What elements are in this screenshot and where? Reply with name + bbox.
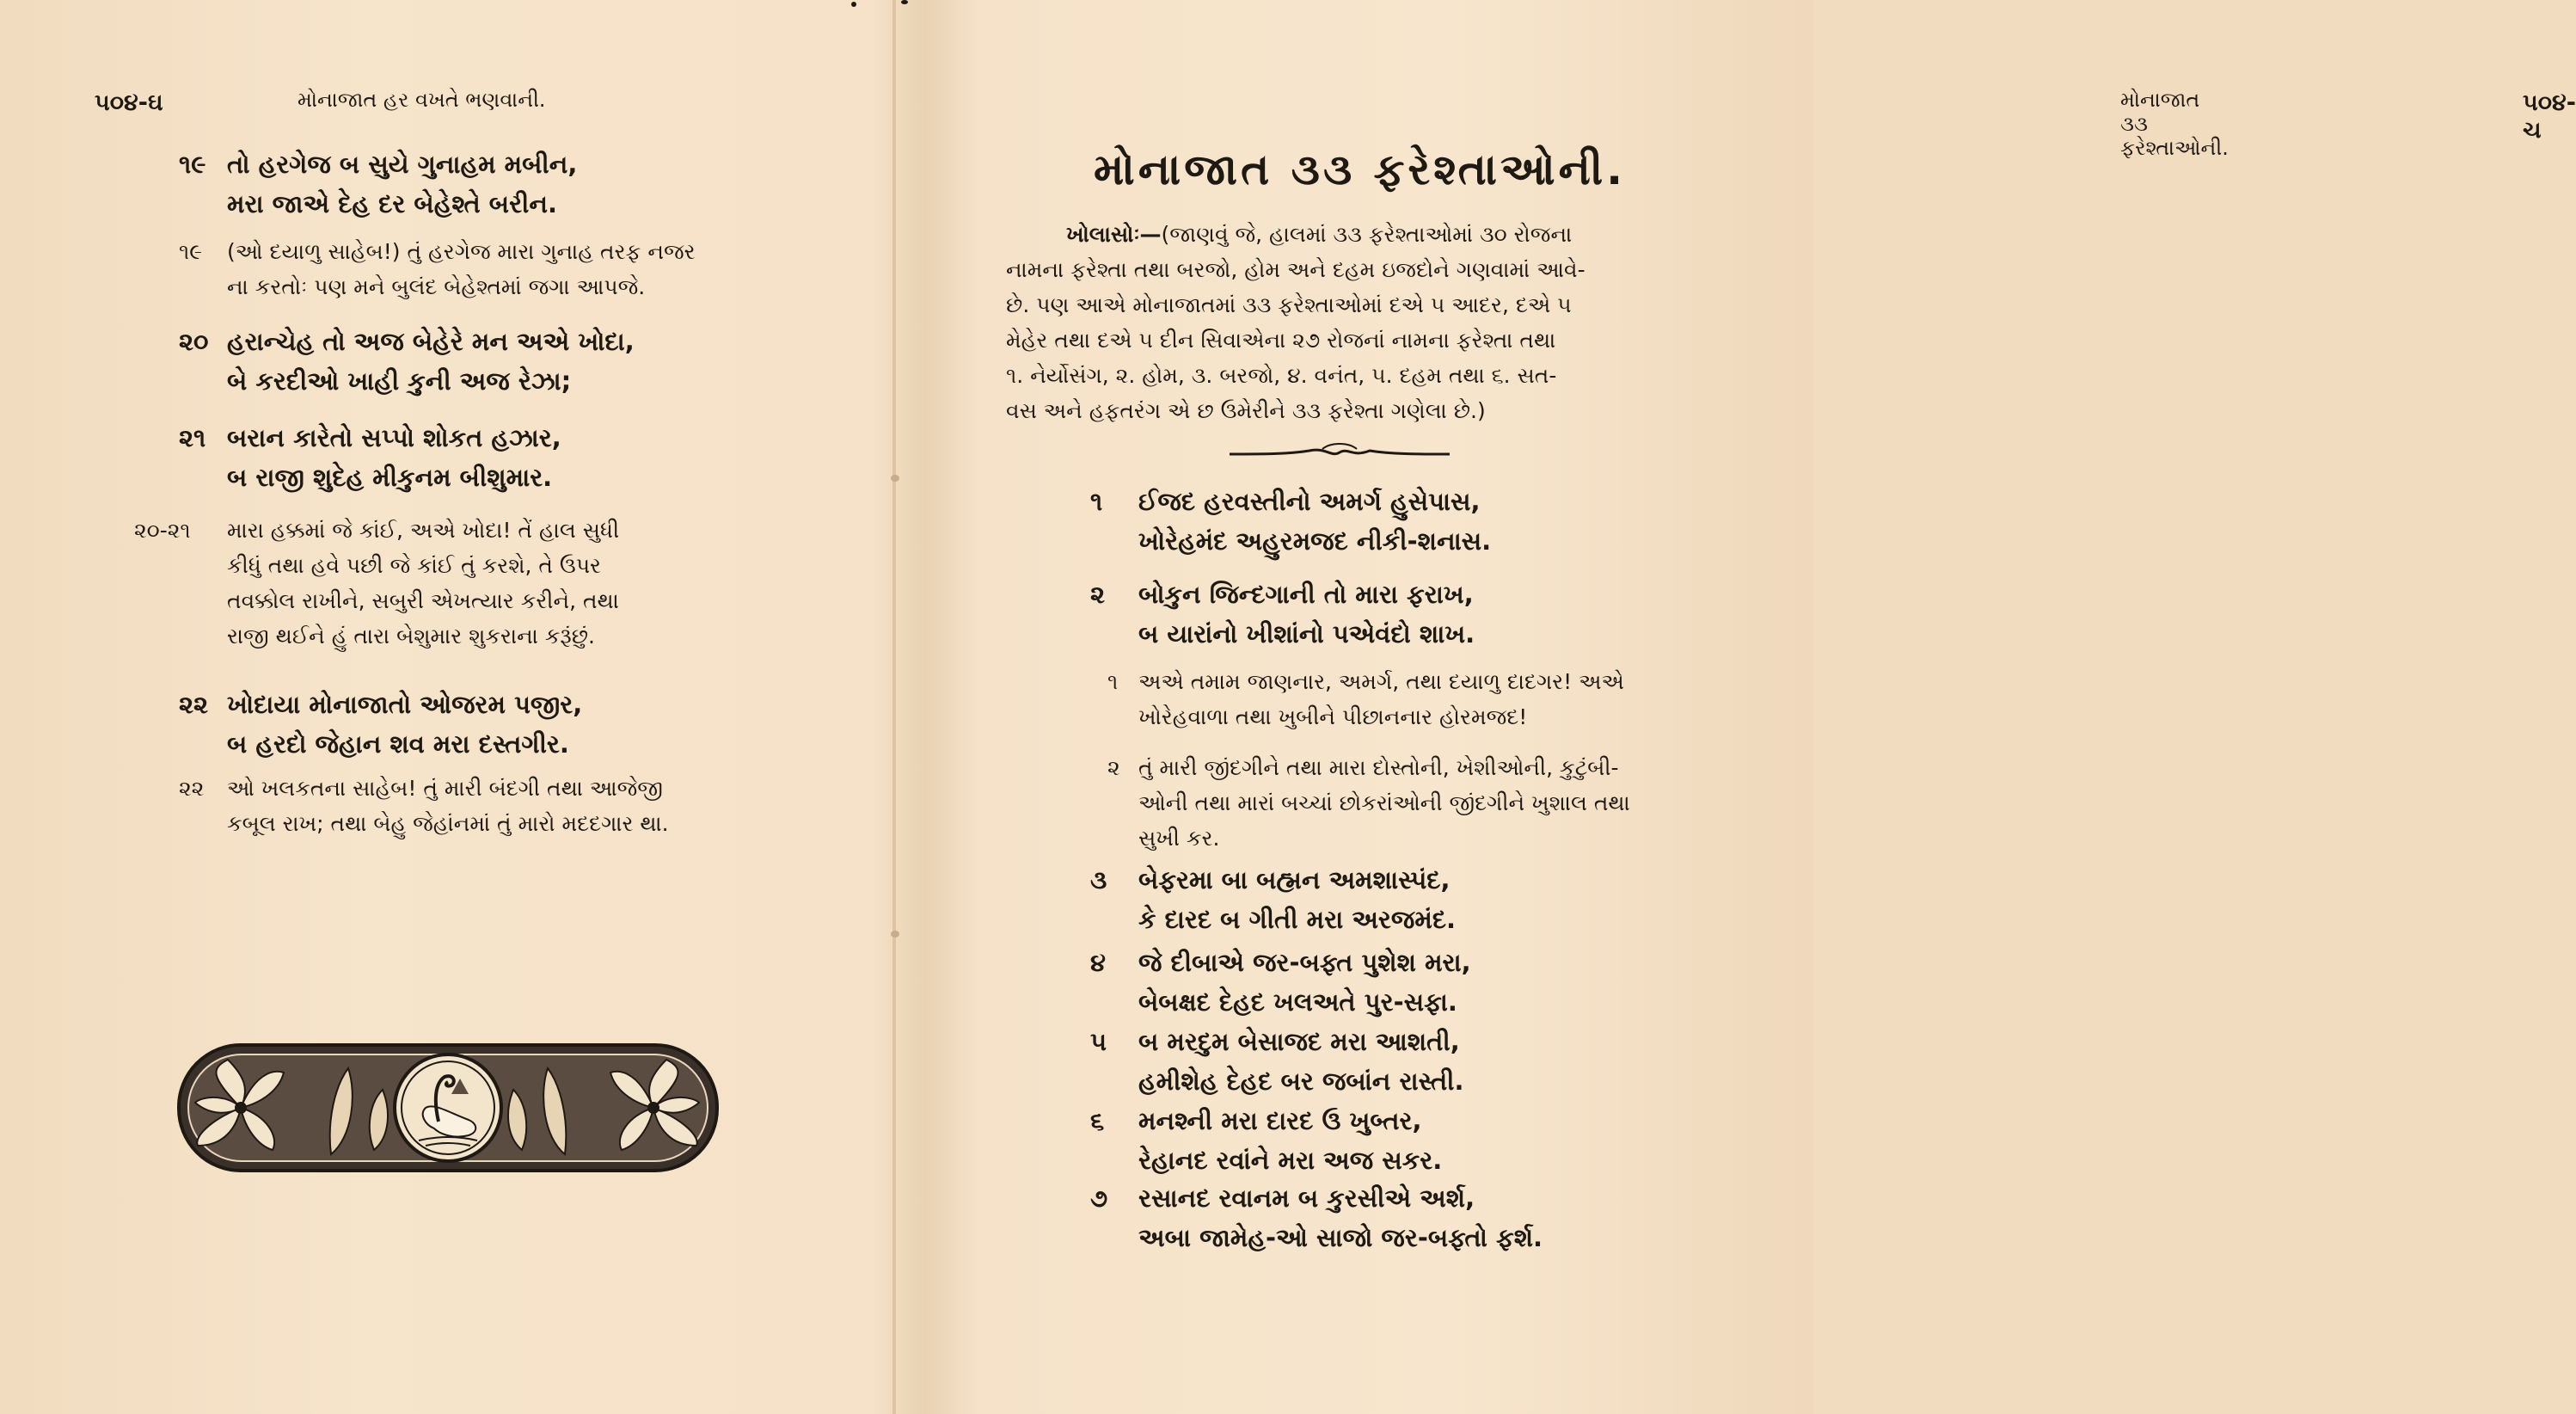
verse-7: ૭ રસાનદ રવાનમ બ કુરસીએ અર્શ, અબા જામેહ-ઓ સાજો જર-બફ્તો ફર્શ. — [1090, 1183, 1543, 1252]
left-page — [0, 0, 892, 1414]
ink-speck — [901, 0, 908, 4]
verse-1: ૧ ઈજદ હરવસ્તીનો અમર્ગ હુસેપાસ, ખોરેહમંદ અહુરમજદ નીકી-શનાસ. — [1090, 487, 1492, 556]
khulaso-paragraph: ખોલાસોઃ—(જાણવું જે, હાલમાં ૩૩ ફરેશ્તાઓમાં ૩૦ રોજના નામના ફરેશ્તા તથા બરજો, હોમ અને દહમ ઇજદોને ગણવામાં આવે- છે. પણ આએ મોનાજાતમાં ૩૩ ફરેશ્તાઓમાં દએ ૫ આદર, દએ ૫ મેહેર તથા દએ ૫ દીન સિવાએના ૨૭ રોજનાં નામના ફરેશ્તા તથા ૧. નેર્યોસંગ, ૨. હોમ, ૩. બરજો, ૪. વનંત, ૫. દહમ તથા ૬. સત- વસ અને હફતરંગ એ છ ઉમેરીને ૩૩ ફરેશ્તા ગણેલા છે.) — [1006, 222, 1585, 423]
translation-20-21: ૨૦-૨૧ મારા હક્કમાં જે કાંઈ, અએ ખોદા! તેં હાલ સુધી કીધું તથા હવે પછી જે કાંઈ તું કરશે, તે ઉપર તવક્કોલ રાખીને, સબુરી એખત્યાર કરીને, તથા રાજી થઈને હું તારા બેશુમાર શુકરાના કરૂંછું. — [134, 518, 620, 649]
verse-4: ૪ જે દીબાએ જર-બફ્ત પુશેશ મરા, બેબક્ષદ દેહદ ખલઅતે પુર-સફા. — [1090, 948, 1471, 1017]
left-page-number: ૫૦૪-ઘ — [95, 89, 163, 116]
swan-lily-ornament-icon — [176, 1042, 720, 1173]
verse-5: ૫ બ મરદુમ બેસાજદ મરા આશતી, હમીશેહ દેહદ બર જબાંન રાસ્તી. — [1090, 1027, 1464, 1096]
page-title: મોનાજાત ૩૩ ફરેશ્તાઓની. — [1094, 144, 1627, 194]
translation-2: ૨ તું મારી જીંદગીને તથા મારા દોસ્તોની, ખેશીઓની, કુટુંબી- ઓની તથા મારાં બચ્ચાં છોકરાંઓની જીંદગીને ખુશાલ તથા સુખી કર. — [1107, 755, 1630, 851]
right-running-head: મોનાજાત ૩૩ ફરેશ્તાઓની. — [2120, 88, 2229, 160]
verse-22: ૨૨ ખોદાયા મોનાજાતો ઓજરમ પજીર, બ હરદો જેહાન શવ મરા દસ્તગીર. — [179, 690, 583, 759]
verse-21: ૨૧ બરાન કારેતો સપ્પો શોકત હઝાર, બ રાજી શુદેહ મીકુનમ બીશુમાર. — [179, 423, 561, 492]
verse-2: ૨ બોકુન જિન્દગાની તો મારા ફરાખ, બ યારાંનો ખીશાંનો પએવંદો શાખ. — [1090, 580, 1475, 649]
translation-1: ૧ અએ તમામ જાણનાર, અમર્ગ, તથા દયાળુ દાદગર! અએ ખોરેહવાળા તથા ખુબીને પીછાનનાર હોરમજદ! — [1107, 669, 1624, 729]
verse-3: ૩ બેફરમા બા બહ્મન અમશાસ્પંદ, કે દારદ બ ગીતી મરા અરજમંદ. — [1090, 865, 1457, 934]
ink-speck — [851, 2, 856, 7]
verse-19: ૧૯ તો હરગેજ બ સુયે ગુનાહમ મબીન, મરા જાએ દેહ દર બેહેશ્તે બરીન. — [179, 150, 578, 218]
right-page-number: ૫૦૪-ચ — [2523, 89, 2576, 144]
verse-6: ૬ મનશ્ની મરા દારદ ઉ ખુબ્તર, રેહાનદ રવાંને મરા અજ સકર. — [1090, 1106, 1443, 1175]
translation-22: ૨૨ ઓ ખલકતના સાહેબ! તું મારી બંદગી તથા આજેજી કબૂલ રાખ; તથા બેહુ જેહાંનમાં તું મારો મદદગાર થા. — [179, 776, 669, 836]
left-running-head: મોનાજાત હર વખતે ભણવાની. — [297, 88, 546, 112]
binding-mark — [891, 931, 899, 938]
translation-19: ૧૯ (ઓ દયાળુ સાહેબ!) તું હરગેજ મારા ગુનાહ તરફ નજર ના કરતોઃ પણ મને બુલંદ બેહેશ્તમાં જગા આપજે. — [179, 239, 696, 299]
verse-20: ૨૦ હરાન્ચેહ તો અજ બેહેરે મન અએ ખોદા, બે કરદીઓ ખાહી કુની અજ રેઝા; — [179, 327, 635, 396]
decorative-divider-icon — [1228, 439, 1451, 464]
binding-mark — [891, 475, 899, 482]
